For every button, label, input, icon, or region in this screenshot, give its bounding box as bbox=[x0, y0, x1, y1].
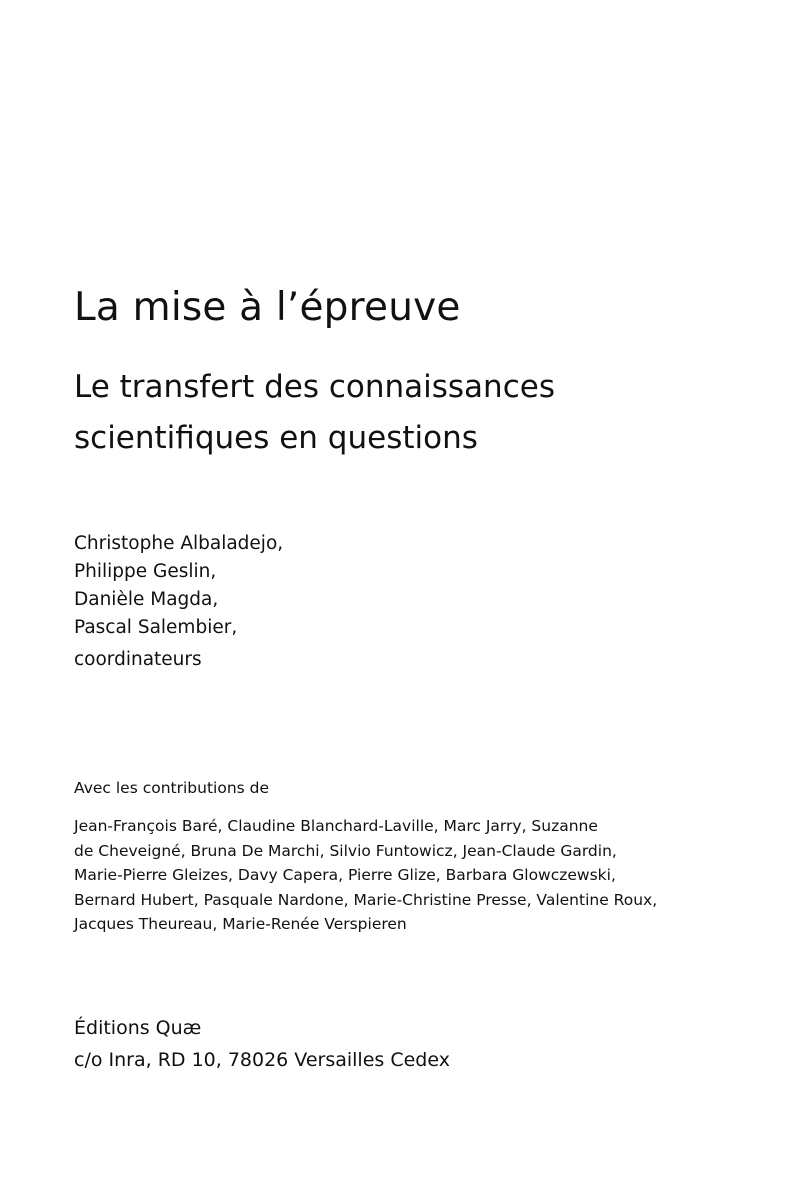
contributions-heading: Avec les contributions de bbox=[74, 779, 270, 797]
contributors-line: Marie-Pierre Gleizes, Davy Capera, Pierre Glize, Barbara Glowczewski, bbox=[74, 866, 616, 884]
publisher-block bbox=[74, 1012, 450, 1076]
subtitle-line-1: Le transfert des connaissances bbox=[74, 369, 555, 405]
contributors-line: Jean-François Baré, Claudine Blanchard-Laville, Marc Jarry, Suzanne bbox=[74, 817, 598, 835]
book-title: La mise à l’épreuve bbox=[74, 285, 461, 330]
coordinator-list bbox=[74, 530, 283, 642]
coordinator-name: Philippe Geslin, bbox=[74, 561, 217, 582]
contributors-list bbox=[74, 814, 657, 937]
contributors-line: de Cheveigné, Bruna De Marchi, Silvio Funtowicz, Jean-Claude Gardin, bbox=[74, 841, 617, 860]
contributors-line: Bernard Hubert, Pasquale Nardone, Marie-Christine Presse, Valentine Roux, bbox=[74, 890, 658, 909]
coordinator-name: Christophe Albaladejo, bbox=[74, 533, 284, 554]
coordinator-name: Danièle Magda, bbox=[74, 589, 219, 610]
book-subtitle bbox=[74, 362, 555, 464]
publisher-name: Éditions Quæ bbox=[74, 1017, 202, 1039]
publisher-address: c/o Inra, RD 10, 78026 Versailles Cedex bbox=[74, 1049, 450, 1071]
coordinator-role: coordinateurs bbox=[74, 649, 202, 670]
contributors-line: Jacques Theureau, Marie-Renée Verspieren bbox=[74, 915, 407, 933]
coordinator-name: Pascal Salembier, bbox=[74, 617, 238, 638]
subtitle-line-2: scientifiques en questions bbox=[74, 420, 478, 456]
